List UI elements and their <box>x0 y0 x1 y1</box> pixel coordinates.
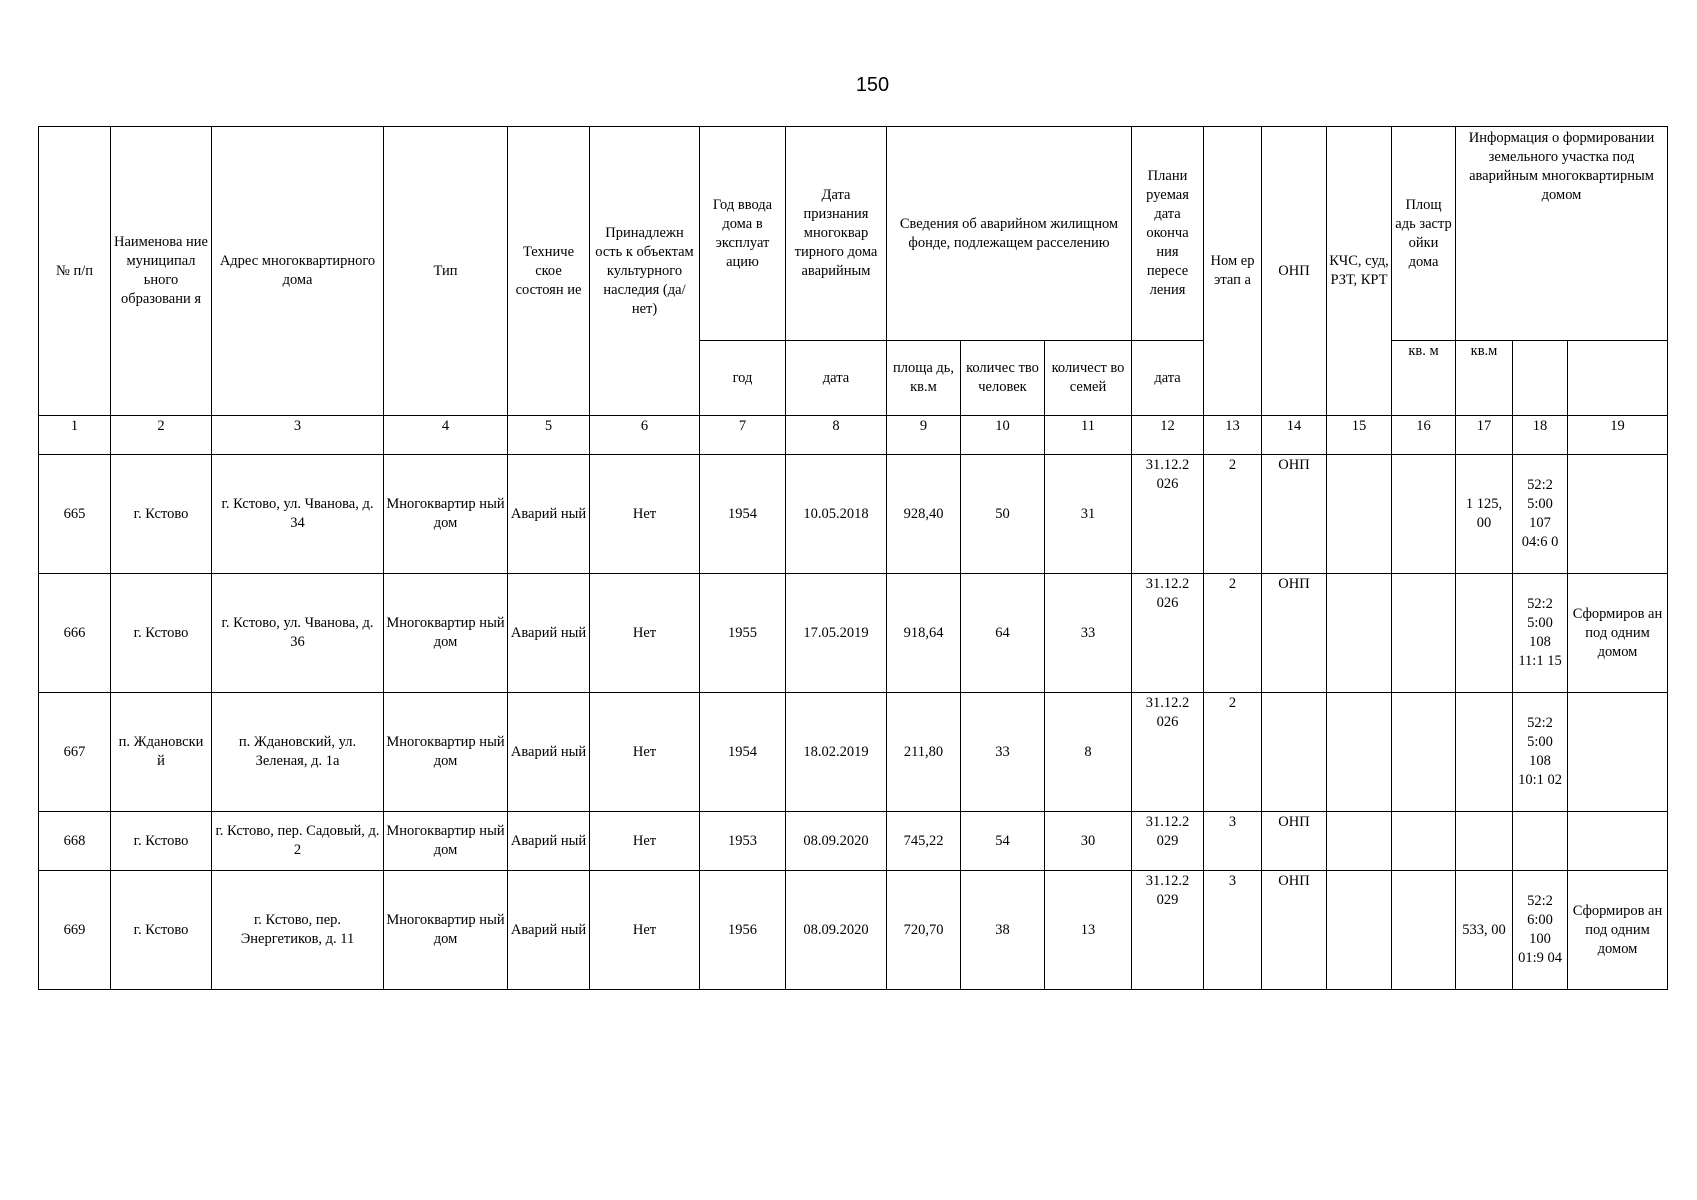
page-number: 150 <box>855 74 890 96</box>
table-row <box>39 871 1668 990</box>
subheader-cadastral <box>1513 341 1568 416</box>
column-number: 15 <box>1327 416 1392 455</box>
subheader-date: дата <box>786 341 887 416</box>
cell-municipality: г. Кстово <box>111 574 212 693</box>
cell-families: 31 <box>1045 455 1132 574</box>
subheader-year: год <box>700 341 786 416</box>
cell-onp <box>1262 693 1327 812</box>
cell-build-area <box>1392 574 1456 693</box>
column-number: 14 <box>1262 416 1327 455</box>
cell-municipality: г. Кстово <box>111 871 212 990</box>
cell-land-char: Сформиров ан под одним домом <box>1568 871 1668 990</box>
column-number: 11 <box>1045 416 1132 455</box>
cell-state: Аварий ный <box>508 871 590 990</box>
header-build-area: Площ адь застр ойки дома <box>1392 127 1456 341</box>
cell-heritage: Нет <box>590 455 700 574</box>
cell-number: 667 <box>39 693 111 812</box>
table-body <box>39 455 1668 990</box>
column-number: 18 <box>1513 416 1568 455</box>
cell-plan-date: 31.12.2 026 <box>1132 693 1204 812</box>
table-row <box>39 693 1668 812</box>
cell-families: 30 <box>1045 812 1132 871</box>
column-number: 12 <box>1132 416 1204 455</box>
cell-heritage: Нет <box>590 871 700 990</box>
column-number: 13 <box>1204 416 1262 455</box>
cell-address: г. Кстово, пер. Садовый, д. 2 <box>212 812 384 871</box>
subheader-land-char <box>1568 341 1668 416</box>
cell-date: 08.09.2020 <box>786 871 887 990</box>
cell-kchs <box>1327 574 1392 693</box>
cell-date: 10.05.2018 <box>786 455 887 574</box>
cell-land-char <box>1568 693 1668 812</box>
column-number: 1 <box>39 416 111 455</box>
column-number: 16 <box>1392 416 1456 455</box>
subheader-people: количес тво человек <box>961 341 1045 416</box>
cell-onp: ОНП <box>1262 455 1327 574</box>
header-type: Тип <box>384 127 508 416</box>
subheader-plan-date: дата <box>1132 341 1204 416</box>
cell-heritage: Нет <box>590 812 700 871</box>
header-address: Адрес многоквартирного дома <box>212 127 384 416</box>
cell-type: Многоквартир ный дом <box>384 455 508 574</box>
cell-type: Многоквартир ный дом <box>384 574 508 693</box>
cell-kchs <box>1327 871 1392 990</box>
cell-stage: 3 <box>1204 871 1262 990</box>
column-number: 3 <box>212 416 384 455</box>
cell-heritage: Нет <box>590 693 700 812</box>
cell-year: 1956 <box>700 871 786 990</box>
cell-type: Многоквартир ный дом <box>384 693 508 812</box>
header-year: Год ввода дома в эксплуат ацию <box>700 127 786 341</box>
cell-onp: ОНП <box>1262 812 1327 871</box>
column-number: 19 <box>1568 416 1668 455</box>
cell-area: 745,22 <box>887 812 961 871</box>
cell-stage: 2 <box>1204 574 1262 693</box>
cell-number: 666 <box>39 574 111 693</box>
cell-address: п. Ждановский, ул. Зеленая, д. 1а <box>212 693 384 812</box>
header-kchs: КЧС, суд, РЗТ, КРТ <box>1327 127 1392 416</box>
cell-land-area <box>1456 812 1513 871</box>
cell-build-area <box>1392 455 1456 574</box>
cell-date: 17.05.2019 <box>786 574 887 693</box>
cell-build-area <box>1392 693 1456 812</box>
cell-land-char: Сформиров ан под одним домом <box>1568 574 1668 693</box>
header-heritage: Принадлежн ость к объектам культурного наследия (да/нет) <box>590 127 700 416</box>
cell-land-area <box>1456 693 1513 812</box>
column-numbers-row <box>39 416 1668 455</box>
header-land-info-title: Информация о формировании земельного участка под аварийным многоквартирным домом <box>1468 130 1655 203</box>
cell-people: 50 <box>961 455 1045 574</box>
cell-stage: 2 <box>1204 693 1262 812</box>
cell-year: 1954 <box>700 693 786 812</box>
cell-land-area: 1 125, 00 <box>1456 455 1513 574</box>
cell-plan-date: 31.12.2 029 <box>1132 871 1204 990</box>
emergency-housing-table <box>38 126 1668 990</box>
cell-plan-date: 31.12.2 026 <box>1132 455 1204 574</box>
cell-area: 918,64 <box>887 574 961 693</box>
cell-area: 928,40 <box>887 455 961 574</box>
subheader-land-area: кв.м <box>1456 341 1513 416</box>
cell-people: 38 <box>961 871 1045 990</box>
column-number: 10 <box>961 416 1045 455</box>
cell-year: 1955 <box>700 574 786 693</box>
subheader-area: площа дь, кв.м <box>887 341 961 416</box>
cell-families: 8 <box>1045 693 1132 812</box>
cell-people: 54 <box>961 812 1045 871</box>
cell-municipality: г. Кстово <box>111 455 212 574</box>
cell-number: 668 <box>39 812 111 871</box>
header-state: Техниче ское состоян ие <box>508 127 590 416</box>
cell-families: 33 <box>1045 574 1132 693</box>
cell-plan-date: 31.12.2 029 <box>1132 812 1204 871</box>
cell-heritage: Нет <box>590 574 700 693</box>
cell-people: 64 <box>961 574 1045 693</box>
column-number: 5 <box>508 416 590 455</box>
cell-kchs <box>1327 455 1392 574</box>
subheader-families: количест во семей <box>1045 341 1132 416</box>
cell-onp: ОНП <box>1262 574 1327 693</box>
cell-cadastral: 52:2 6:00 100 01:9 04 <box>1513 871 1568 990</box>
cell-type: Многоквартир ный дом <box>384 871 508 990</box>
cell-municipality: п. Ждановски й <box>111 693 212 812</box>
header-number: № п/п <box>39 127 111 416</box>
cell-build-area <box>1392 871 1456 990</box>
column-number: 9 <box>887 416 961 455</box>
column-number: 4 <box>384 416 508 455</box>
cell-land-area: 533, 00 <box>1456 871 1513 990</box>
header-municipality: Наименова ние муниципал ьного образовани я <box>111 127 212 416</box>
cell-people: 33 <box>961 693 1045 812</box>
cell-land-area <box>1456 574 1513 693</box>
table-row <box>39 574 1668 693</box>
cell-cadastral: 52:2 5:00 107 04:6 0 <box>1513 455 1568 574</box>
cell-state: Аварий ный <box>508 693 590 812</box>
cell-stage: 3 <box>1204 812 1262 871</box>
cell-state: Аварий ный <box>508 455 590 574</box>
cell-build-area <box>1392 812 1456 871</box>
cell-families: 13 <box>1045 871 1132 990</box>
cell-cadastral: 52:2 5:00 108 10:1 02 <box>1513 693 1568 812</box>
cell-stage: 2 <box>1204 455 1262 574</box>
table-header <box>39 127 1668 455</box>
cell-year: 1953 <box>700 812 786 871</box>
header-onp: ОНП <box>1262 127 1327 416</box>
cell-municipality: г. Кстово <box>111 812 212 871</box>
cell-address: г. Кстово, ул. Чванова, д. 36 <box>212 574 384 693</box>
cell-number: 669 <box>39 871 111 990</box>
column-number: 7 <box>700 416 786 455</box>
cell-number: 665 <box>39 455 111 574</box>
cell-land-char <box>1568 455 1668 574</box>
cell-cadastral: 52:2 5:00 108 11:1 15 <box>1513 574 1568 693</box>
header-fund-info: Сведения об аварийном жилищном фонде, подлежащем расселению <box>887 127 1132 341</box>
column-number: 17 <box>1456 416 1513 455</box>
cell-state: Аварий ный <box>508 812 590 871</box>
cell-land-char <box>1568 812 1668 871</box>
cell-plan-date: 31.12.2 026 <box>1132 574 1204 693</box>
column-number: 6 <box>590 416 700 455</box>
cell-address: г. Кстово, ул. Чванова, д. 34 <box>212 455 384 574</box>
cell-onp: ОНП <box>1262 871 1327 990</box>
cell-type: Многоквартир ный дом <box>384 812 508 871</box>
header-stage: Ном ер этап а <box>1204 127 1262 416</box>
cell-date: 08.09.2020 <box>786 812 887 871</box>
column-number: 2 <box>111 416 212 455</box>
cell-date: 18.02.2019 <box>786 693 887 812</box>
cell-kchs <box>1327 693 1392 812</box>
table-row <box>39 812 1668 871</box>
cell-address: г. Кстово, пер. Энергетиков, д. 11 <box>212 871 384 990</box>
cell-kchs <box>1327 812 1392 871</box>
header-land-info <box>1456 127 1668 341</box>
cell-year: 1954 <box>700 455 786 574</box>
cell-area: 211,80 <box>887 693 961 812</box>
column-number: 8 <box>786 416 887 455</box>
table-row <box>39 455 1668 574</box>
header-recognition-date: Дата признания многоквар тирного дома аварийным <box>786 127 887 341</box>
cell-cadastral <box>1513 812 1568 871</box>
cell-state: Аварий ный <box>508 574 590 693</box>
subheader-build-area: кв. м <box>1392 341 1456 416</box>
cell-area: 720,70 <box>887 871 961 990</box>
header-planned-date: Плани руемая дата оконча ния пересе ления <box>1132 127 1204 341</box>
